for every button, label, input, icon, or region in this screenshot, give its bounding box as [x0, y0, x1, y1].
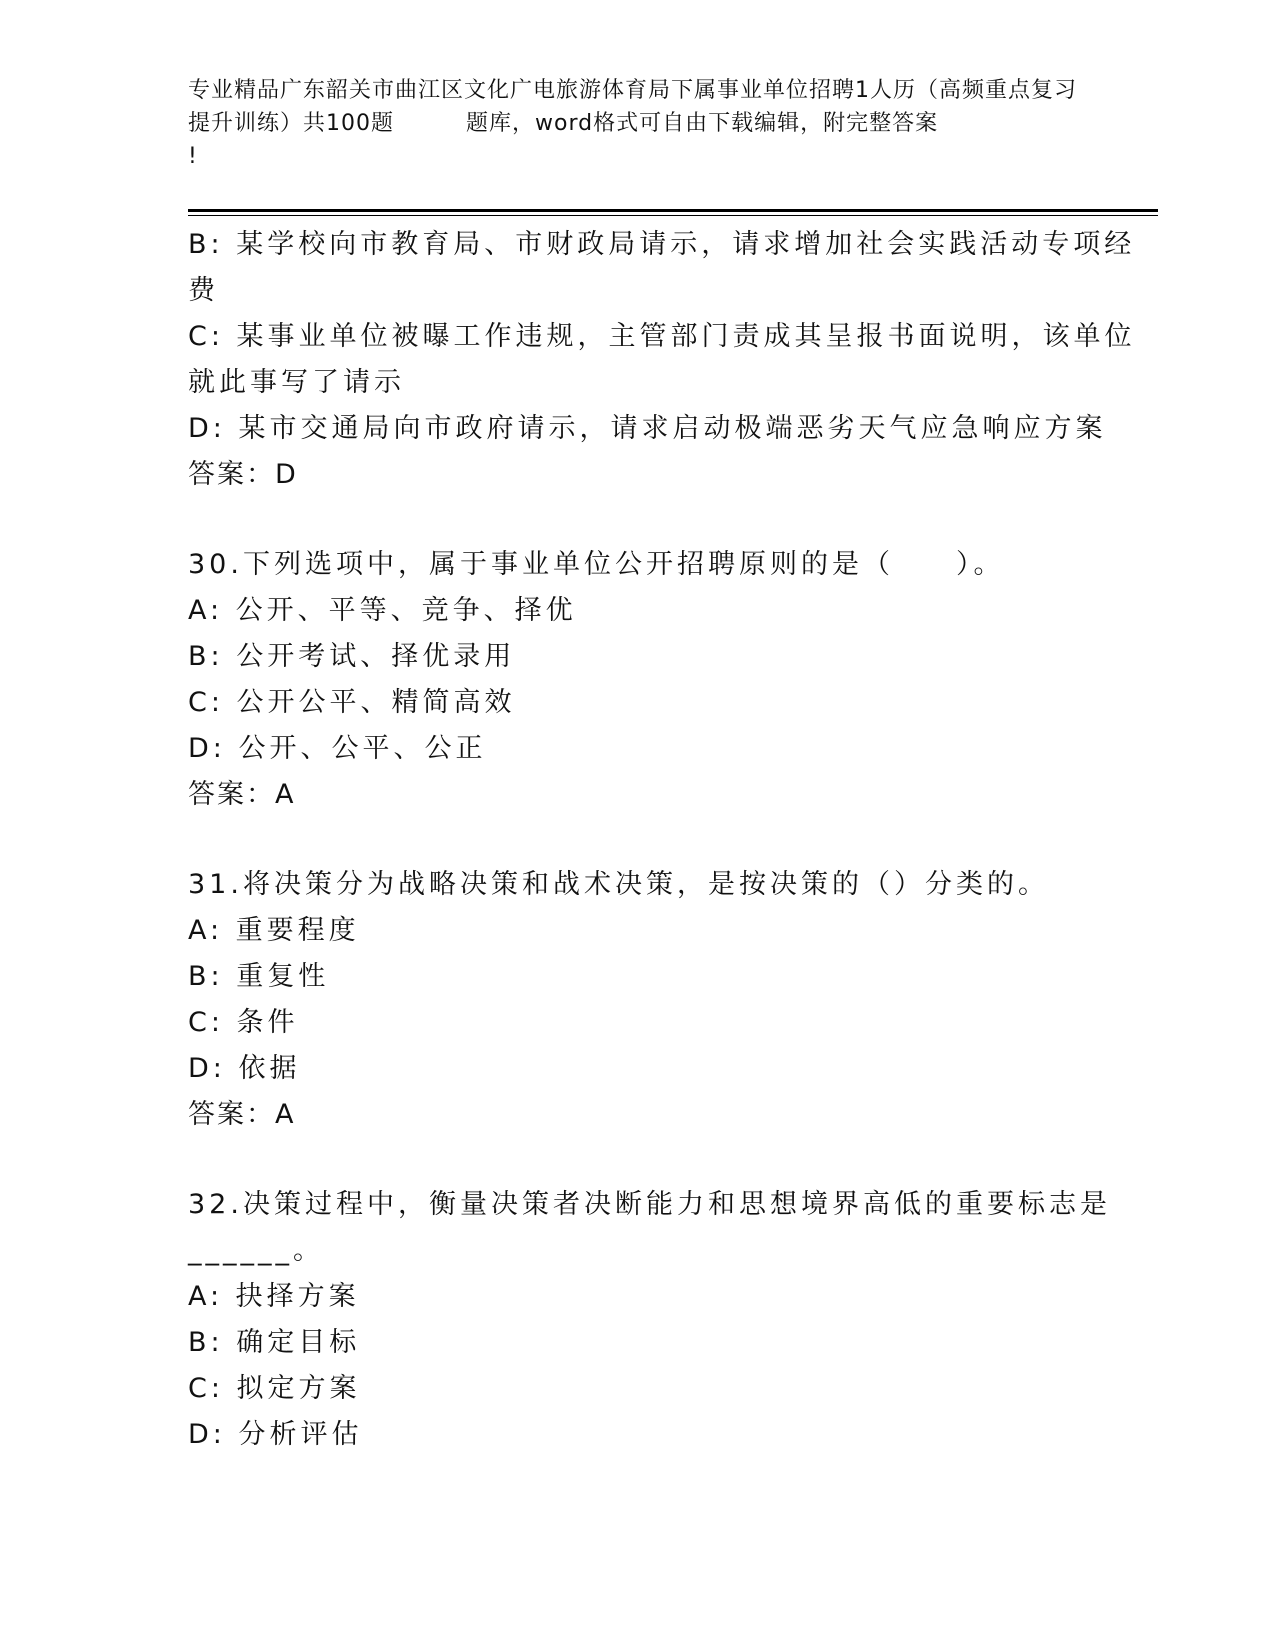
spacer — [188, 498, 1088, 542]
header-divider-thin — [188, 215, 1158, 216]
option-c-line1: C: 某事业单位被曝工作违规，主管部门责成其呈报书面说明，该单位 — [188, 321, 1136, 352]
spacer — [188, 1138, 1088, 1182]
answer: 答案：A — [188, 1099, 296, 1130]
spacer — [188, 818, 1088, 862]
option-b-line2: 费 — [188, 275, 219, 306]
option-b-line1: B: 某学校向市教育局、市财政局请示，请求增加社会实践活动专项经 — [188, 229, 1136, 260]
header-title: 专业精品广东韶关市曲江区文化广电旅游体育局下属事业单位招聘1人历（高频重点复习提升训练）共100题 — [188, 78, 1077, 136]
question-stem-line1: 32.决策过程中，衡量决策者决断能力和思想境界高低的重要标志是 — [188, 1189, 1111, 1220]
header-divider-thick — [188, 209, 1158, 212]
answer: 答案：A — [188, 779, 296, 810]
option-b: B: 重复性 — [188, 961, 330, 992]
option-d: D: 依据 — [188, 1053, 301, 1084]
header-subtitle: 题库，word格式可自由下载编辑，附完整答案 — [466, 111, 939, 136]
question-stem: 30.下列选项中，属于事业单位公开招聘原则的是（ ）。 — [188, 549, 1005, 580]
option-d: D: 某市交通局向市政府请示，请求启动极端恶劣天气应急响应方案 — [188, 413, 1107, 444]
option-a: A: 重要程度 — [188, 915, 360, 946]
question-stem-line2: ______。 — [188, 1235, 324, 1266]
option-b: B: 公开考试、择优录用 — [188, 641, 516, 672]
option-a: A: 抉择方案 — [188, 1281, 360, 1312]
option-c: C: 条件 — [188, 1007, 299, 1038]
document-header — [188, 74, 1088, 173]
question-stem: 31.将决策分为战略决策和战术决策，是按决策的（）分类的。 — [188, 869, 1049, 900]
option-c-line2: 就此事写了请示 — [188, 367, 405, 398]
option-c: C: 拟定方案 — [188, 1373, 361, 1404]
option-c: C: 公开公平、精简高效 — [188, 687, 516, 718]
option-a: A: 公开、平等、竞争、择优 — [188, 595, 577, 626]
option-d: D: 公开、公平、公正 — [188, 733, 487, 764]
answer: 答案：D — [188, 459, 298, 490]
option-b: B: 确定目标 — [188, 1327, 361, 1358]
option-d: D: 分析评估 — [188, 1419, 363, 1450]
question-content — [188, 222, 1136, 1458]
header-exclamation: ! — [188, 144, 198, 169]
